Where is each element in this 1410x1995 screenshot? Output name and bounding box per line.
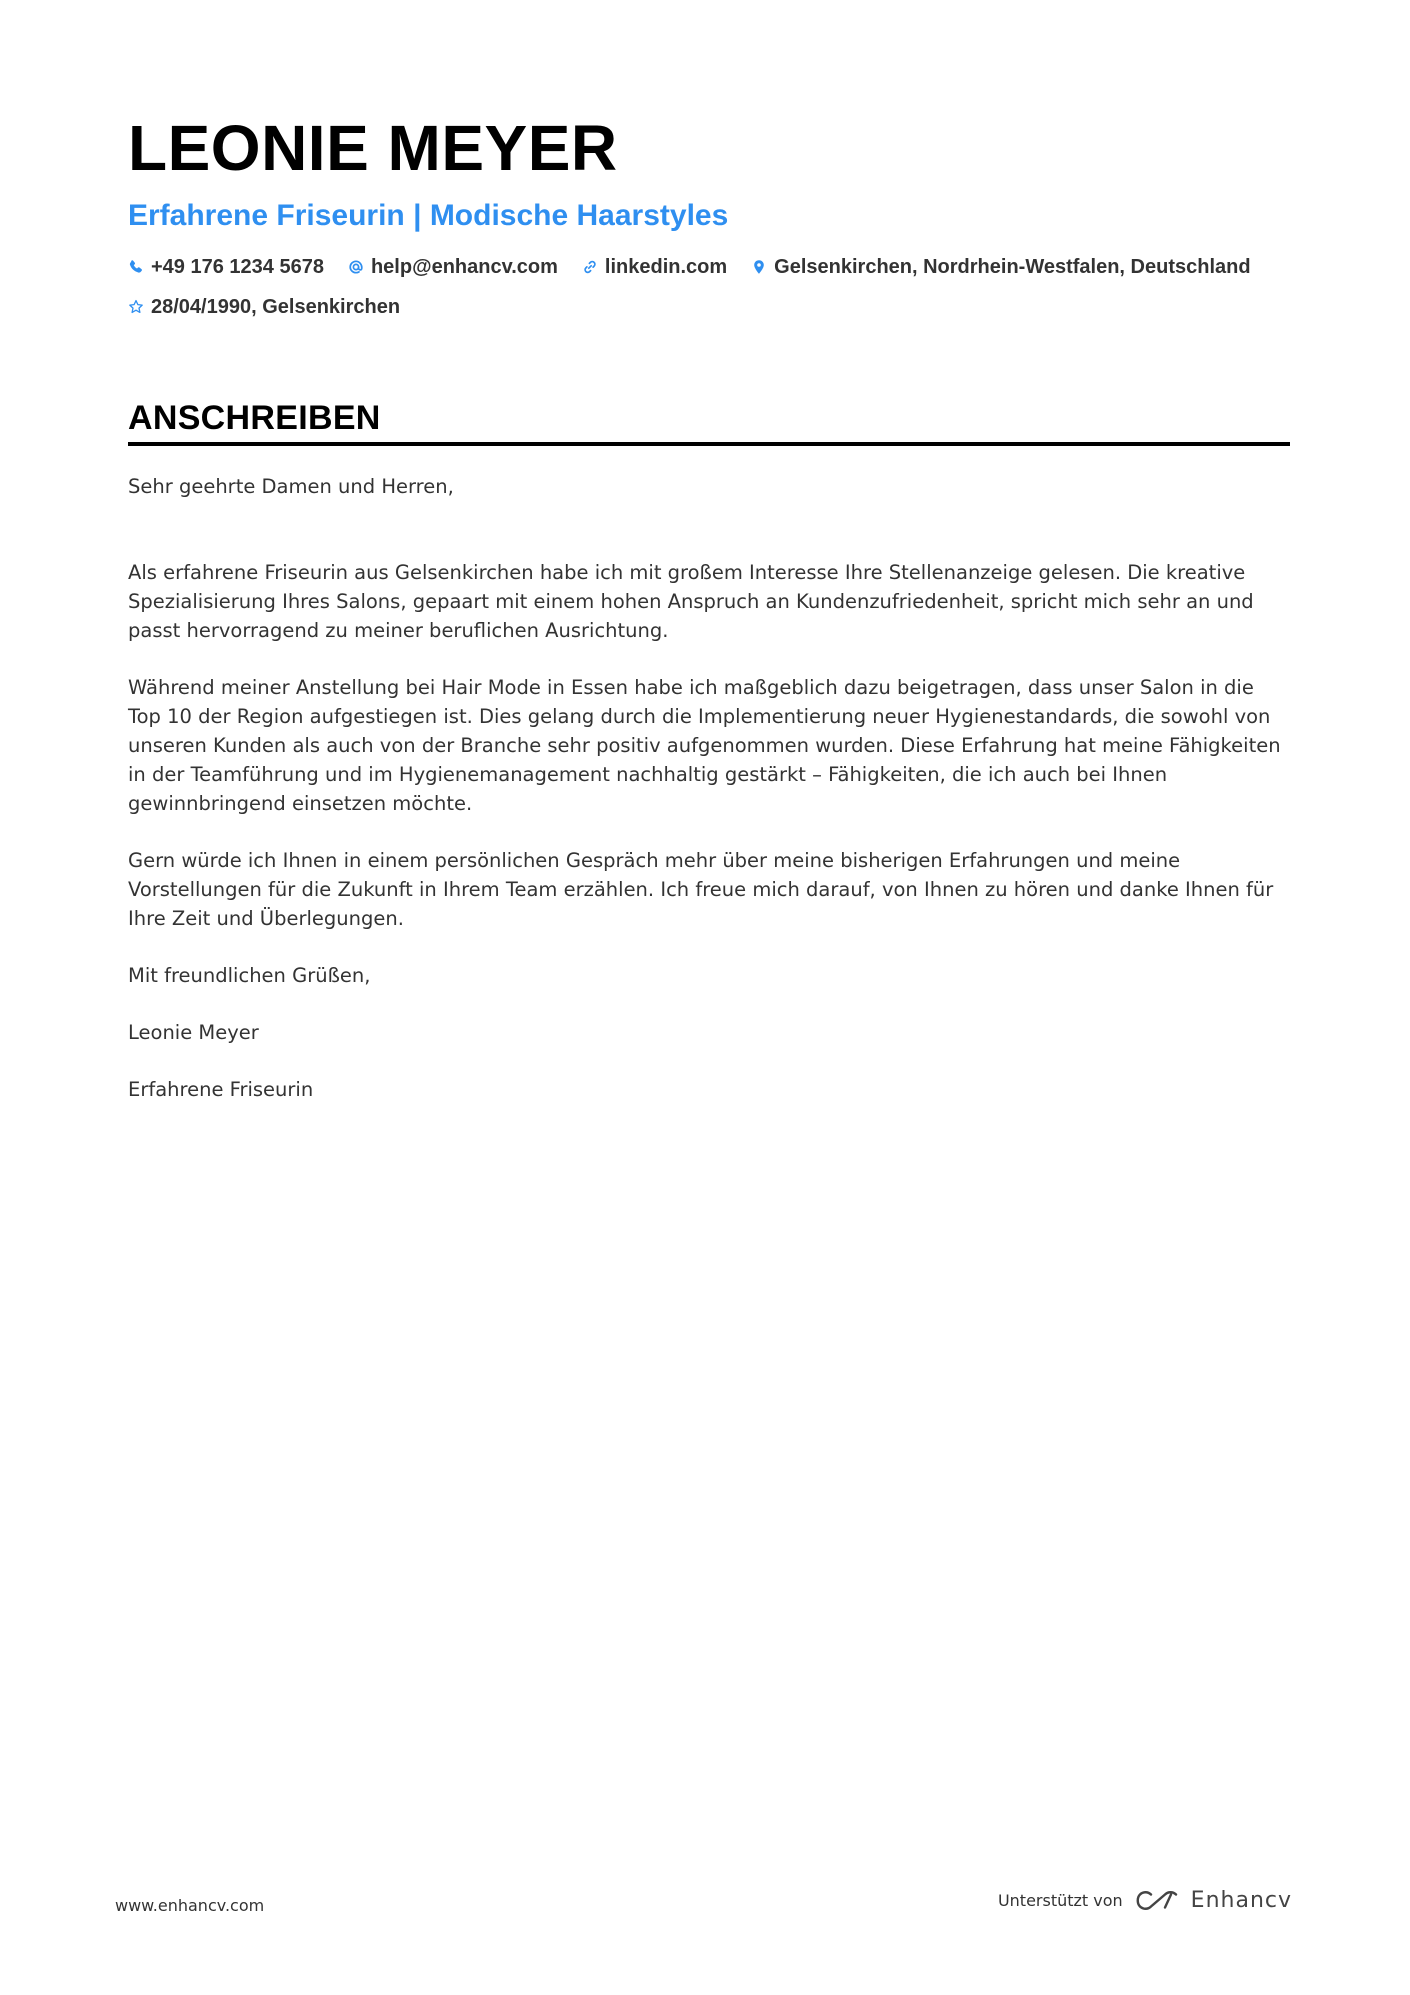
contact-birth [128,294,400,320]
paragraph-experience: Während meiner Anstellung bei Hair Mode in Essen habe ich maßgeblich dazu beigetragen, dass unser Salon in die Top 10 der Region aufgestiegen ist. Dies gelang durch die Implementierung neuer Hygienestandards, die sowohl von unseren Kunden als auch von der Branche sehr positiv aufgenommen wurden. Diese Erfahrung hat meine Fähigkeiten in der Teamführung und im Hygienemanagement nachhaltig gestärkt – Fähigkeiten, die ich auch bei Ihnen gewinnbringend einsetzen möchte. [128,676,1281,815]
location-text: Gelsenkirchen, Nordrhein-Westfalen, Deutschland [774,256,1251,278]
footer-branding [998,1888,1292,1914]
star-icon [128,299,144,315]
linkedin-link[interactable]: linkedin.com [604,256,728,278]
phone-icon [128,259,144,275]
enhancv-wordmark: Enhancv [1190,1888,1292,1913]
enhancv-logo [1135,1888,1292,1914]
email-address: help@enhancv.com [370,256,558,278]
contact-phone [128,254,324,280]
applicant-name: LEONIE MEYER [128,112,618,184]
document-page [128,112,1290,1132]
section-title: ANSCHREIBEN [128,399,381,437]
birth-date-place: 28/04/1990, Gelsenkirchen [151,296,401,318]
enhancv-mark-icon [1135,1888,1181,1914]
letter-body [128,472,1290,1104]
closing-greeting: Mit freundlichen Grüßen, [128,964,371,987]
footer-website[interactable]: www.enhancv.com [115,1896,265,1915]
paragraph-closing: Gern würde ich Ihnen in einem persönlichen Gespräch mehr über meine bisherigen Erfahrungen und meine Vorstellungen für die Zukunft in Ihrem Team erzählen. Ich freue mich darauf, von Ihnen zu hören und danke Ihnen für Ihre Zeit und Überlegungen. [128,849,1274,930]
contact-email [348,254,558,280]
contact-linkedin [582,254,727,280]
paragraph-intro: Als erfahrene Friseurin aus Gelsenkirchen habe ich mit großem Interesse Ihre Stellenanzeige gelesen. Die kreative Spezialisierung Ihres Salons, gepaart mit einem hohen Anspruch an Kundenzufriedenheit, spricht mich sehr an und passt hervorragend zu meiner beruflichen Ausrichtung. [128,561,1254,642]
headline: Erfahrene Friseurin | Modische Haarstyles [128,199,729,232]
contact-info [128,254,1290,320]
contact-location [751,254,1250,280]
link-icon [582,259,598,275]
signature-name: Leonie Meyer [128,1021,259,1044]
signature-title: Erfahrene Friseurin [128,1078,314,1101]
powered-by-label: Unterstützt von [997,1891,1123,1910]
at-icon [348,259,364,275]
location-pin-icon [751,259,767,275]
salutation: Sehr geehrte Damen und Herren, [128,475,454,498]
phone-number: +49 176 1234 5678 [151,256,324,278]
section-divider [128,442,1290,446]
